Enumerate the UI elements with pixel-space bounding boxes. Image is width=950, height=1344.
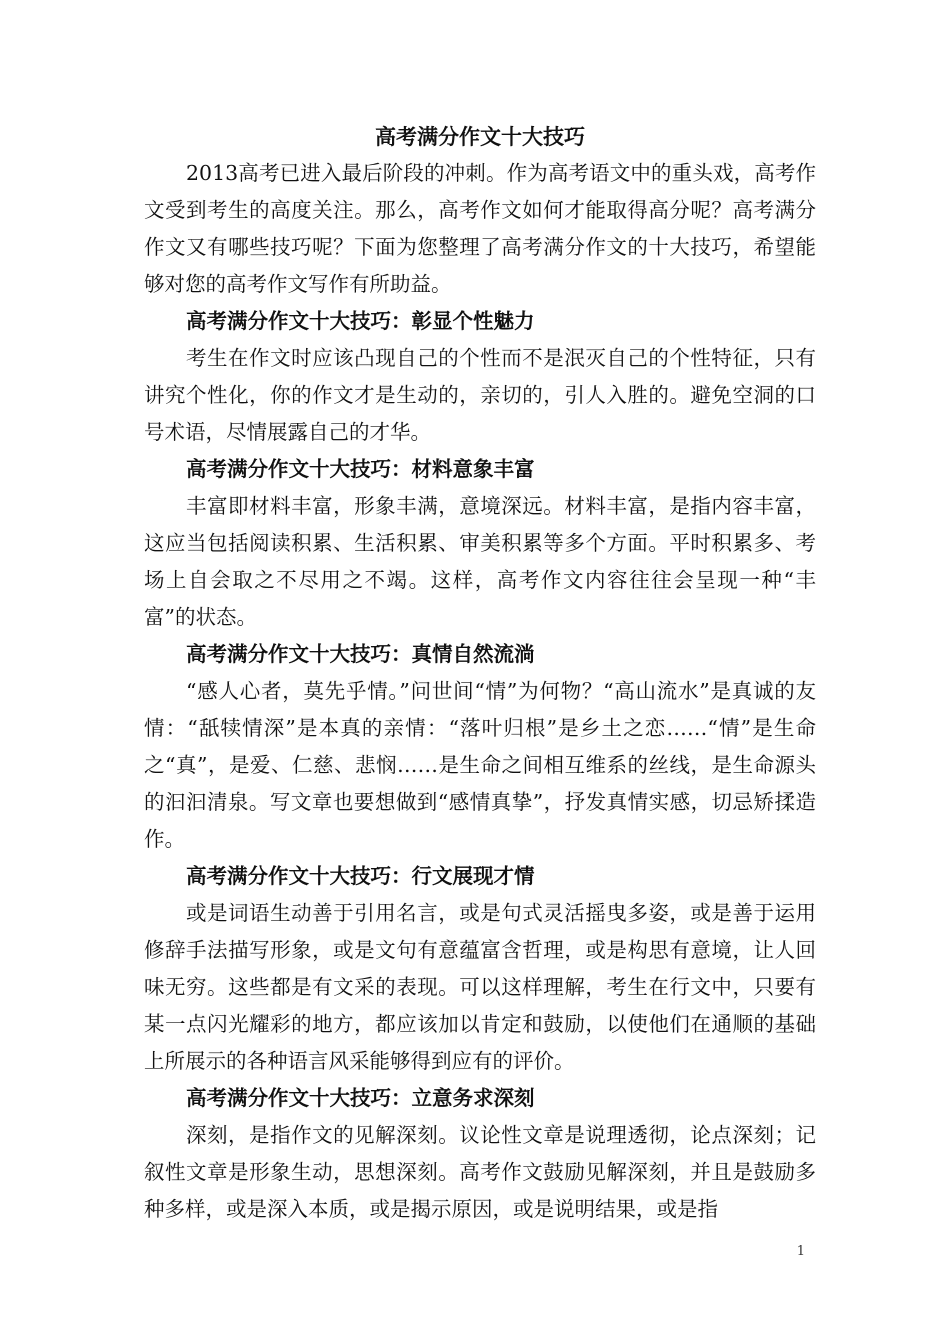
section-heading-personality: 高考满分作文十大技巧：彰显个性魅力	[186, 309, 535, 333]
section-heading-talent: 高考满分作文十大技巧：行文展现才情	[186, 864, 535, 888]
section-heading-depth: 高考满分作文十大技巧：立意务求深刻	[186, 1086, 535, 1110]
section-heading-emotion: 高考满分作文十大技巧：真情自然流淌	[186, 642, 535, 666]
section-body-talent: 或是词语生动善于引用名言，或是句式灵活摇曳多姿，或是善于运用修辞手法描写形象，或是文句有意蕴富含哲理，或是构思有意境，让人回味无穷。这些都是有文采的表现。可以这样理解，考生在行文中，只要有某一点闪光耀彩的地方，都应该加以肯定和鼓励，以使他们在通顺的基础上所展示的各种语言风采能够得到应有的评价。	[144, 901, 816, 1073]
intro-paragraph: 2013高考已进入最后阶段的冲刺。作为高考语文中的重头戏，高考作文受到考生的高度关注。那么，高考作文如何才能取得高分呢？高考满分作文又有哪些技巧呢？下面为您整理了高考满分作文的十大技巧，希望能够对您的高考作文写作有所助益。	[144, 161, 816, 296]
document-body	[144, 118, 816, 1228]
section-body-personality: 考生在作文时应该凸现自己的个性而不是泯灭自己的个性特征，只有讲究个性化，你的作文才是生动的，亲切的，引人入胜的。避免空洞的口号术语，尽情展露自己的才华。	[144, 346, 816, 444]
document-title: 高考满分作文十大技巧	[375, 124, 585, 149]
section-body-materials: 丰富即材料丰富，形象丰满，意境深远。材料丰富，是指内容丰富，这应当包括阅读积累、生活积累、审美积累等多个方面。平时积累多、考场上自会取之不尽用之不竭。这样，高考作文内容往往会呈现一种“丰富”的状态。	[144, 494, 816, 629]
section-body-depth: 深刻，是指作文的见解深刻。议论性文章是说理透彻，论点深刻；记叙性文章是形象生动，思想深刻。高考作文鼓励见解深刻，并且是鼓励多种多样，或是深入本质，或是揭示原因，或是说明结果，或是指	[144, 1123, 816, 1221]
section-heading-materials: 高考满分作文十大技巧：材料意象丰富	[186, 457, 535, 481]
section-body-emotion: “感人心者，莫先乎情。”问世间“情”为何物？“高山流水”是真诚的友情：“舐犊情深”是本真的亲情：“落叶归根”是乡土之恋……“情”是生命之“真”，是爱、仁慈、悲悯……是生命之间相互维系的丝线，是生命源头的汩汩清泉。写文章也要想做到“感情真挚”，抒发真情实感，切忌矫揉造作。	[144, 679, 816, 851]
page-number: 1	[796, 1244, 805, 1259]
